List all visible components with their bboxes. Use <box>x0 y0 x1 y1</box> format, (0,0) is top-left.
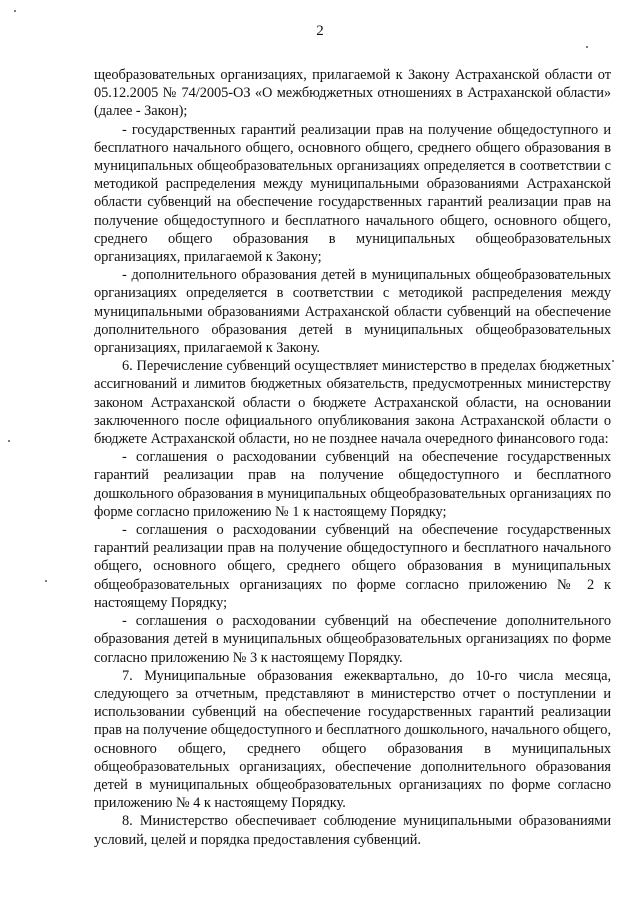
paragraph-additional-education: - дополнительного образования детей в муниципальных общеобразовательных организациях определяется в соответствии с методикой распределения между муниципальными образованиями Астраханской области субвенций на обеспечение дополнительного образования детей в муниципальных общеобразовательных организациях, прилагаемой к Закону. <box>94 267 611 357</box>
document-body <box>94 66 611 849</box>
paragraph-7-reporting: 7. Муниципальные образования ежеквартально, до 10-го числа месяца, следующего за отчетным, представляют в министерство отчет о поступлении и использовании субвенций на обеспечение государственных гарантий реализации прав на получение общедоступного и бесплатного дошкольного, начального общего, основного общего, среднего общего образования в муниципальных общеобразовательных организациях, обеспечение дополнительного образования детей в муниципальных общеобразовательных организациях по форме согласно приложению № 4 к настоящему Порядку. <box>94 667 611 812</box>
paragraph-8-compliance: 8. Министерство обеспечивает соблюдение муниципальными образованиями условий, целей и порядка предоставления субвенций. <box>94 813 611 848</box>
scan-speck <box>612 360 614 362</box>
scan-speck <box>8 440 10 442</box>
scan-speck <box>14 10 16 12</box>
paragraph-6-transfer: 6. Перечисление субвенций осуществляет министерство в пределах бюджетных ассигнований и лимитов бюджетных обязательств, предусмотренных министерству законом Астраханской области о бюджете Астраханской области, на основании заключенного после официального опубликования закона Астраханской области о бюджете Астраханской области, но не позднее начала очередного финансового года: <box>94 358 611 448</box>
paragraph-state-guarantees-general: - государственных гарантий реализации прав на получение общедоступного и бесплатного начального общего, основного общего, среднего общего образования в муниципальных общеобразовательных организациях определяется в соответствии с методикой распределения между муниципальными образованиями Астраханской области субвенций на обеспечение государственных гарантий реализации прав на получение общедоступного и бесплатного начального общего, основного общего, среднего общего образования в муниципальных общеобразовательных организациях, прилагаемой к Закону; <box>94 121 611 266</box>
paragraph-agreement-preschool: - соглашения о расходовании субвенций на обеспечение государственных гарантий реализации прав на получение общедоступного и бесплатного дошкольного образования в муниципальных общеобразовательных организациях по форме согласно приложению № 1 к настоящему Порядку; <box>94 449 611 520</box>
paragraph-continuation: щеобразовательных организациях, прилагаемой к Закону Астраханской области от 05.12.2005 № 74/2005-ОЗ «О межбюджетных отношениях в Астраханской области» (далее - Закон); <box>94 67 611 120</box>
paragraph-agreement-additional: - соглашения о расходовании субвенций на обеспечение дополнительного образования детей в муниципальных общеобразовательных организациях по форме согласно приложению № 3 к настоящему Порядку. <box>94 613 611 666</box>
paragraph-agreement-general: - соглашения о расходовании субвенций на обеспечение государственных гарантий реализации прав на получение общедоступного и бесплатного начального общего, основного общего, среднего общего образования в муниципальных общеобразовательных организациях по форме согласно приложению № 2 к настоящему Порядку; <box>94 522 611 611</box>
scan-speck <box>586 46 588 48</box>
scan-speck <box>45 580 47 582</box>
page-number: 2 <box>316 23 324 39</box>
